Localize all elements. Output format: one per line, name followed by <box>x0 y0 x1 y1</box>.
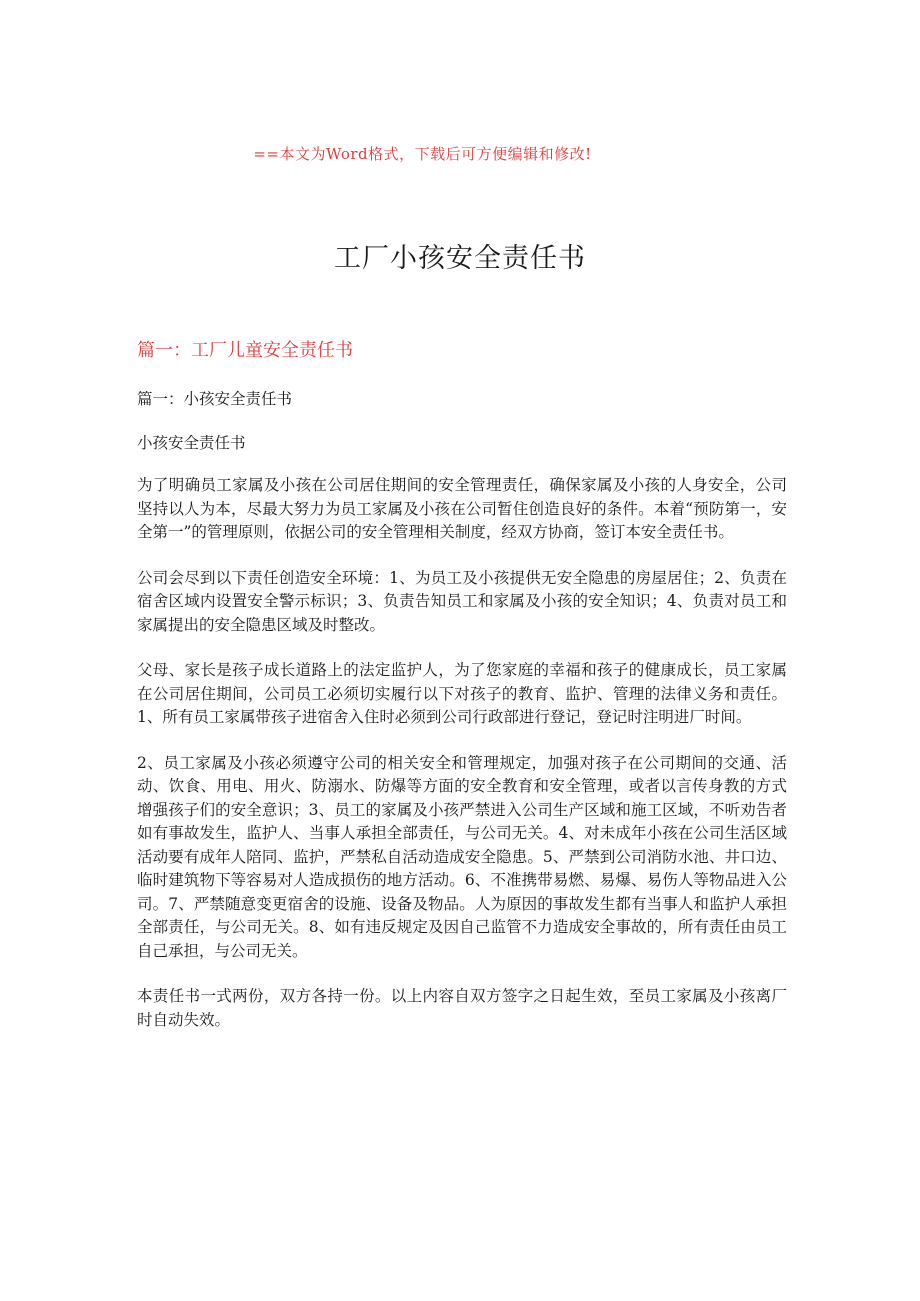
document-title: 工厂小孩安全责任书 <box>334 243 586 274</box>
document-body <box>137 338 787 1054</box>
doc-title-line: 小孩安全责任书 <box>137 434 246 452</box>
paragraph-guardian-duties: 父母、家长是孩子成长道路上的法定监护人，为了您家庭的幸福和孩子的健康成长，员工家属在公司居住期间，公司员工必须切实履行以下对孩子的教育、监护、管理的法律义务和责任。1、所有员工家属带孩子进宿舍入住时必须到公司行政部进行登记，登记时注明进厂时间。 <box>137 661 787 726</box>
paragraph-safety-rules: 2、员工家属及小孩必须遵守公司的相关安全和管理规定，加强对孩子在公司期间的交通、活动、饮食、用电、用火、防溺水、防爆等方面的安全教育和安全管理，或者以言传身教的方式增强孩子们的安全意识；3、员工的家属及小孩严禁进入公司生产区域和施工区域，不听劝告者如有事故发生，监护人、当事人承担全部责任，与公司无关。4、对未成年小孩在公司生活区域活动要有成年人陪同、监护，严禁私自活动造成安全隐患。5、严禁到公司消防水池、井口边、临时建筑物下等容易对人造成损伤的地方活动。6、不准携带易燃、易爆、易伤人等物品进入公司。7、严禁随意变更宿舍的设施、设备及物品。人为原因的事故发生都有当事人和监护人承担全部责任，与公司无关。8、如有违反规定及因自己监管不力造成安全事故的，所有责任由员工自己承担，与公司无关。 <box>137 753 787 960</box>
paragraph-company-duties: 公司会尽到以下责任创造安全环境：1、为员工及小孩提供无安全隐患的房屋居住；2、负责在宿舍区域内设置安全警示标识；3、负责告知员工和家属及小孩的安全知识；4、负责对员工和家属提出的安全隐患区域及时整改。 <box>137 568 787 634</box>
paragraph-validity: 本责任书一式两份，双方各持一份。以上内容自双方签字之日起生效，至员工家属及小孩离厂时自动失效。 <box>137 987 787 1029</box>
subheading: 篇一：小孩安全责任书 <box>137 390 293 408</box>
format-notice: ==本文为Word格式，下载后可方便编辑和修改! <box>253 145 592 163</box>
paragraph-intro: 为了明确员工家属及小孩在公司居住期间的安全管理责任，确保家属及小孩的人身安全，公司坚持以人为本，尽最大努力为员工家属及小孩在公司暂住创造良好的条件。本着“预防第一，安全第一”的管理原则，依据公司的安全管理相关制度，经双方协商，签订本安全责任书。 <box>137 476 787 541</box>
section-heading: 篇一：工厂儿童安全责任书 <box>137 340 353 361</box>
